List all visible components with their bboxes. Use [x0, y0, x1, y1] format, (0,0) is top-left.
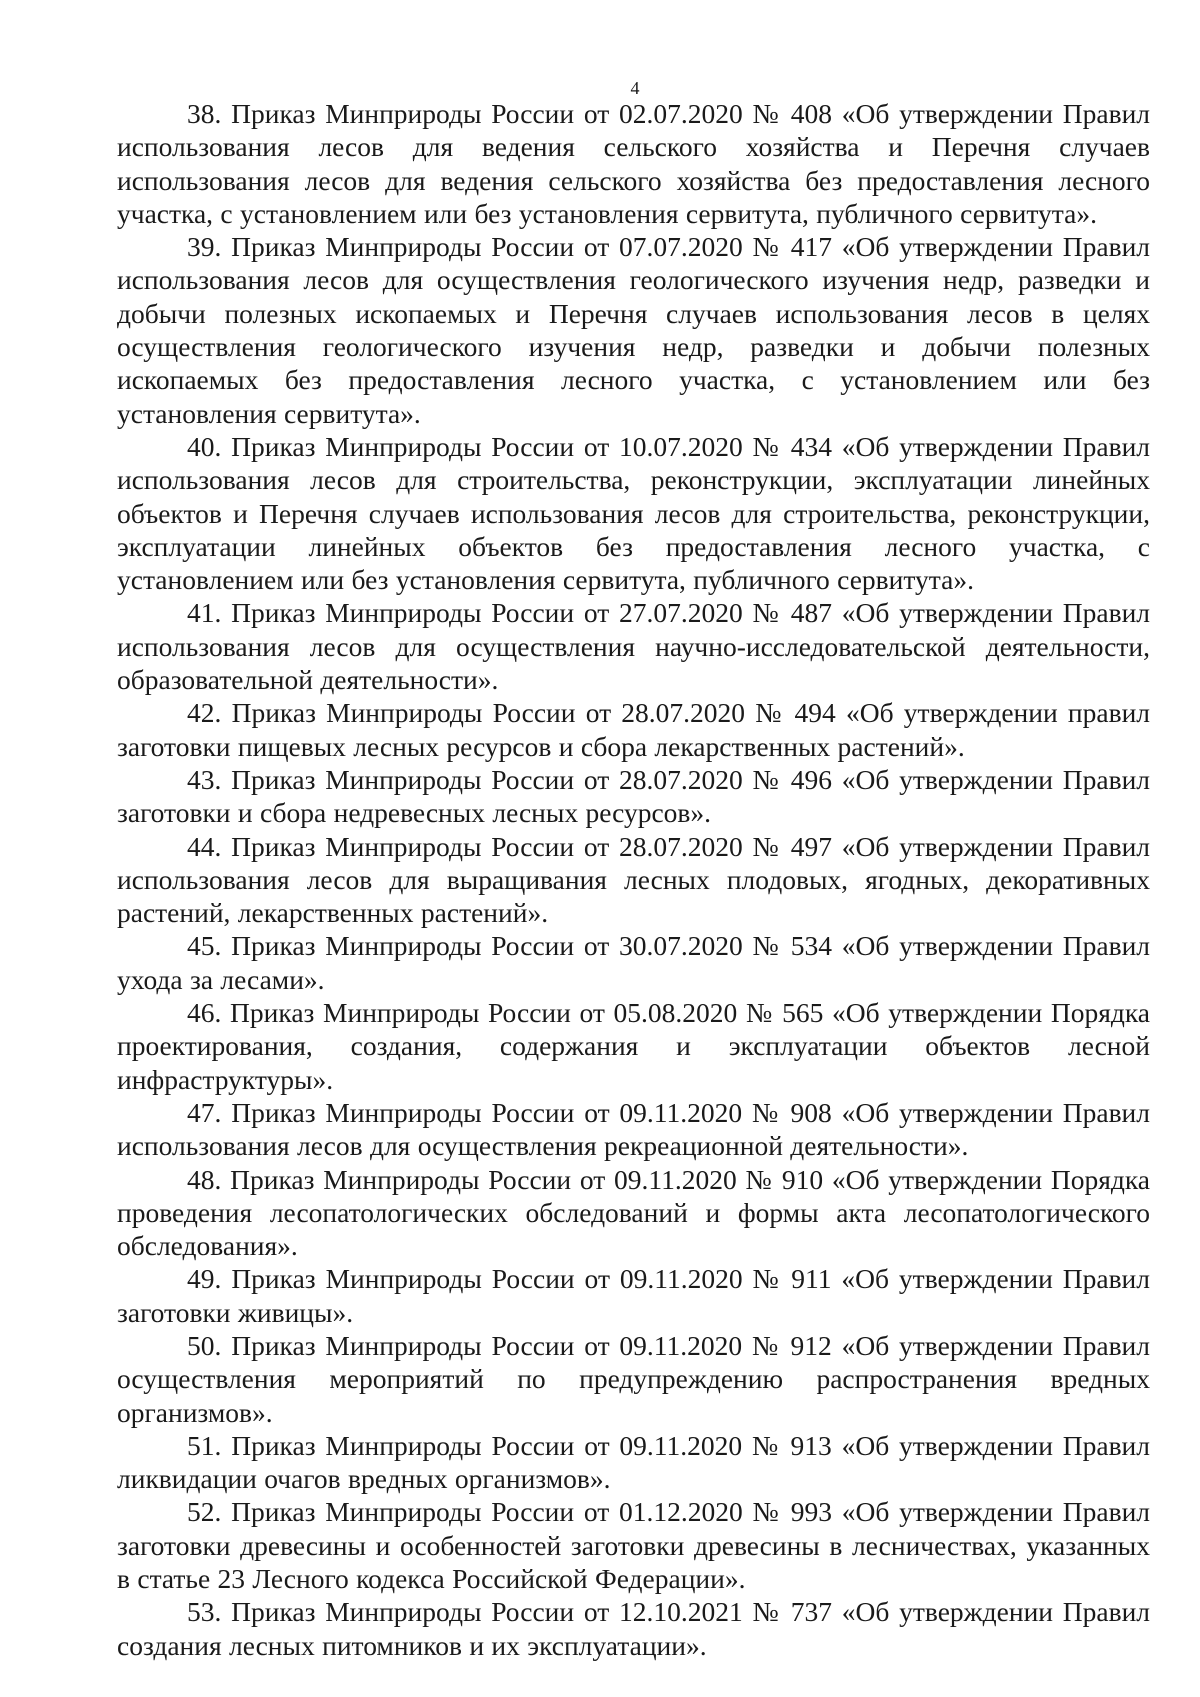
- item-text: Приказ Минприроды России от 05.08.2020 № 565 «Об утверждении Порядка проектирования, создания, содержания и эксплуатации объектов лесной инфраструктуры».: [117, 997, 1151, 1095]
- item-text: Приказ Минприроды России от 02.07.2020 № 408 «Об утверждении Правил использования лесов для ведения сельского хозяйства и Перечня случаев использования лесов для ведения сельского хозяйства без предоставления лесного участка, с установлением или без установления сервитута, публичного сервитута».: [117, 98, 1151, 229]
- item-text: Приказ Минприроды России от 28.07.2020 № 496 «Об утверждении Правил заготовки и сбора недревесных лесных ресурсов».: [117, 763, 1151, 829]
- list-item: [117, 97, 1150, 230]
- item-number: 51.: [187, 1429, 222, 1461]
- item-number: 52.: [187, 1496, 222, 1528]
- list-item: [117, 1163, 1150, 1263]
- list-item: [117, 696, 1150, 763]
- item-text: Приказ Минприроды России от 07.07.2020 № 417 «Об утверждении Правил использования лесов для осуществления геологического изучения недр, разведки и добычи полезных ископаемых и Перечня случаев использования лесов в целях осуществления геологического изучения недр, разведки и добычи полезных ископаемых без предоставления лесного участка, с установлением или без установления сервитута».: [117, 231, 1151, 429]
- list-item: [117, 763, 1150, 830]
- page-number: 4: [630, 78, 640, 98]
- item-text: Приказ Минприроды России от 09.11.2020 № 912 «Об утверждении Правил осуществления мероприятий по предупреждению распространения вредных организмов».: [117, 1329, 1151, 1428]
- list-item: [117, 430, 1150, 596]
- list-item: [117, 1329, 1150, 1429]
- item-number: 50.: [187, 1329, 222, 1361]
- list-item: [117, 830, 1150, 930]
- list-item: [117, 996, 1150, 1096]
- item-text: Приказ Минприроды России от 12.10.2021 № 737 «Об утверждении Правил создания лесных питомников и их эксплуатации».: [117, 1596, 1151, 1661]
- item-number: 45.: [187, 930, 222, 962]
- item-text: Приказ Минприроды России от 28.07.2020 № 497 «Об утверждении Правил использования лесов для выращивания лесных плодовых, ягодных, декоративных растений, лекарственных растений».: [117, 830, 1151, 929]
- item-number: 39.: [187, 231, 222, 263]
- list-item: [117, 1262, 1150, 1329]
- item-text: Приказ Минприроды России от 09.11.2020 № 910 «Об утверждении Порядка проведения лесопатологических обследований и формы акта лесопатологического обследования».: [117, 1163, 1150, 1262]
- item-number: 44.: [187, 830, 222, 862]
- item-text: Приказ Минприроды России от 01.12.2020 № 993 «Об утверждении Правил заготовки древесины и особенностей заготовки древесины в лесничествах, указанных в статье 23 Лесного кодекса Российской Федерации».: [117, 1496, 1151, 1595]
- item-number: 41.: [187, 597, 222, 629]
- item-text: Приказ Минприроды России от 09.11.2020 № 913 «Об утверждении Правил ликвидации очагов вредных организмов».: [117, 1429, 1151, 1495]
- list-item: [117, 1429, 1150, 1496]
- list-item: [117, 230, 1150, 430]
- list-item: [117, 1495, 1150, 1595]
- item-text: Приказ Минприроды России от 30.07.2020 № 534 «Об утверждении Правил ухода за лесами».: [117, 930, 1151, 995]
- list-item: [117, 929, 1150, 996]
- item-text: Приказ Минприроды России от 09.11.2020 № 911 «Об утверждении Правил заготовки живицы».: [117, 1263, 1150, 1328]
- item-text: Приказ Минприроды России от 27.07.2020 № 487 «Об утверждении Правил использования лесов для осуществления научно-исследовательской деятельности, образовательной деятельности».: [117, 597, 1151, 696]
- list-item: [117, 596, 1150, 696]
- order-list: [117, 97, 1150, 1662]
- item-number: 42.: [187, 697, 222, 729]
- item-number: 47.: [187, 1096, 222, 1128]
- item-text: Приказ Минприроды России от 10.07.2020 № 434 «Об утверждении Правил использования лесов для строительства, реконструкции, эксплуатации линейных объектов и Перечня случаев использования лесов для строительства, реконструкции, эксплуатации линейных объектов без предоставления лесного участка, с установлением или без установления сервитута, публичного сервитута».: [117, 430, 1151, 596]
- item-number: 49.: [187, 1263, 222, 1295]
- item-number: 48.: [187, 1163, 222, 1195]
- item-text: Приказ Минприроды России от 09.11.2020 № 908 «Об утверждении Правил использования лесов для осуществления рекреационной деятельности».: [117, 1096, 1151, 1162]
- item-text: Приказ Минприроды России от 28.07.2020 № 494 «Об утверждении правил заготовки пищевых лесных ресурсов и сбора лекарственных растений».: [117, 697, 1151, 762]
- item-number: 53.: [187, 1596, 222, 1628]
- list-item: [117, 1096, 1150, 1163]
- item-number: 38.: [187, 98, 222, 129]
- item-number: 46.: [187, 997, 222, 1029]
- item-number: 40.: [187, 430, 222, 462]
- list-item: [117, 1595, 1150, 1662]
- item-number: 43.: [187, 763, 222, 795]
